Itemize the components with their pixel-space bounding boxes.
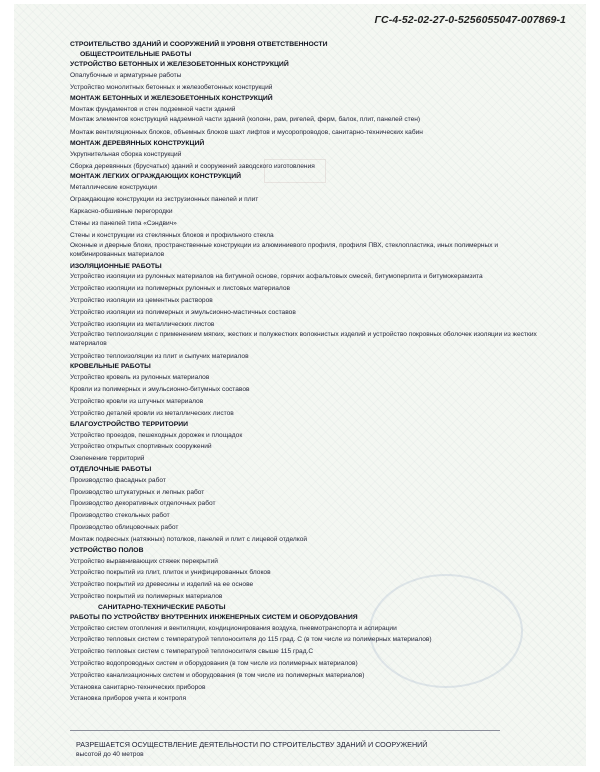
work-item: Стены и конструкции из стеклянных блоков и профильного стекла	[70, 231, 274, 239]
work-item: Устройство покрытий из древесины и изделий на ее основе	[70, 581, 254, 589]
work-item: Устройство изоляции из полимерных рулонных и листовых материалов	[70, 285, 291, 293]
group-heading: УСТРОЙСТВО БЕТОННЫХ И ЖЕЛЕЗОБЕТОННЫХ КОНСТРУКЦИЙ	[70, 61, 289, 68]
section-title: СТРОИТЕЛЬСТВО ЗДАНИЙ И СООРУЖЕНИЙ II УРОВНЯ ОТВЕТСТВЕННОСТИ	[70, 41, 328, 48]
work-item: Устройство открытых спортивных сооружений	[70, 443, 212, 451]
work-item: Опалубочные и арматурные работы	[70, 72, 182, 79]
footer-height-limit: высотой до 40 метров	[76, 751, 144, 758]
work-item: Устройство проездов, пешеходных дорожек и площадок	[70, 431, 243, 439]
work-item: Производство стекольных работ	[70, 512, 170, 520]
work-item: Устройство кровель из рулонных материалов	[70, 374, 210, 382]
work-item: Установка приборов учета и контроля	[70, 695, 187, 703]
work-item: Устройство изоляции из цементных растворов	[70, 296, 213, 304]
group-heading: САНИТАРНО-ТЕХНИЧЕСКИЕ РАБОТЫ	[98, 603, 226, 611]
work-item: Установка санитарно-технических приборов	[70, 683, 206, 691]
group-heading: МОНТАЖ ДЕРЕВЯННЫХ КОНСТРУКЦИЙ	[70, 139, 205, 147]
work-item: Ограждающие конструкции из экструзионных панелей и плит	[70, 196, 259, 204]
work-item: Устройство кровли из штучных материалов	[70, 397, 204, 405]
work-item: Устройство изоляции из рулонных материалов на битумной основе, горячих асфальтовых смесей, битумоперлита и битумокерамзита	[70, 272, 483, 280]
work-item: Устройство изоляции из металлических листов	[70, 320, 215, 328]
work-item: Производство штукатурных и лепных работ	[70, 488, 205, 496]
work-item: Производство декоративных отделочных работ	[70, 500, 216, 508]
group-heading: БЛАГОУСТРОЙСТВО ТЕРРИТОРИИ	[70, 420, 189, 428]
work-item: Устройство монолитных бетонных и железобетонных конструкций	[70, 83, 273, 91]
group-heading: УСТРОЙСТВО ПОЛОВ	[70, 546, 144, 554]
work-item: Устройство теплоизоляции из плит и сыпучих материалов	[70, 352, 249, 360]
work-item: Устройство водопроводных систем и оборудования (в том числе из полимерных материалов)	[70, 660, 358, 668]
work-item: Монтаж вентиляционных блоков, объемных блоков шахт лифтов и мусоропроводов, санитарно-технических кабин	[70, 128, 423, 136]
group-heading: МОНТАЖ БЕТОННЫХ И ЖЕЛЕЗОБЕТОННЫХ КОНСТРУКЦИЙ	[70, 94, 273, 102]
work-item: Устройство тепловых систем с температурой теплоносителя до 115 град. С (в том числе из полимерных материалов)	[70, 635, 432, 643]
work-item: Устройство деталей кровли из металлических листов	[70, 409, 234, 417]
work-item: Устройство изоляции из полимерных и эмульсионно-мастичных составов	[70, 308, 296, 316]
work-item: Монтаж элементов конструкций надземной части зданий (колонн, рам, ригелей, ферм, балок, плит, панелей стен)	[70, 116, 421, 124]
license-content	[70, 40, 550, 705]
group-heading: ИЗОЛЯЦИОННЫЕ РАБОТЫ	[70, 262, 162, 270]
work-item: Озеленение территорий	[70, 455, 145, 463]
work-item: Устройство покрытий из плит, плиток и унифицированных блоков	[70, 569, 271, 577]
work-item: Устройство тепловых систем с температурой теплоносителя свыше 115 град.С	[70, 648, 314, 656]
work-item: Устройство выравнивающих стяжек перекрытий	[70, 557, 218, 565]
document-number: ГС-4-52-02-27-0-5256055047-007869-1	[374, 14, 566, 26]
work-item: Кровли из полимерных и эмульсионно-битумных составов	[70, 386, 250, 394]
work-item: Оконные и дверные блоки, пространственные конструкции из алюминиевого профиля, профиля ПВХ, стеклопластика, иных полимерных и комбинированных материалов	[70, 242, 499, 258]
work-item: Монтаж подвесных (натяжных) потолков, панелей и плит с лицевой отделкой	[70, 535, 308, 543]
footer	[76, 740, 546, 760]
work-item: Укрупнительная сборка конструкций	[70, 150, 182, 158]
work-item: Устройство теплоизоляции с применением мягких, жестких и полужестких волокнистых изделий и устройство покровных оболочек изоляции из жестких материалов	[70, 331, 537, 347]
group-heading: ОТДЕЛОЧНЫЕ РАБОТЫ	[70, 465, 152, 473]
footer-divider	[70, 730, 500, 731]
work-item: Устройство систем отопления и вентиляции, кондиционирования воздуха, пневмотранспорта и аспирации	[70, 624, 397, 632]
work-item: Монтаж фундаментов и стен подземной части зданий	[70, 105, 236, 113]
footer-permission: РАЗРЕШАЕТСЯ ОСУЩЕСТВЛЕНИЕ ДЕЯТЕЛЬНОСТИ ПО СТРОИТЕЛЬСТВУ ЗДАНИЙ И СООРУЖЕНИЙ	[76, 740, 428, 749]
group-heading: РАБОТЫ ПО УСТРОЙСТВУ ВНУТРЕННИХ ИНЖЕНЕРНЫХ СИСТЕМ И ОБОРУДОВАНИЯ	[70, 613, 358, 621]
work-groups	[70, 50, 550, 705]
work-item: Устройство канализационных систем и оборудования (в том числе из полимерных материалов)	[70, 671, 365, 679]
work-item: Производство фасадных работ	[70, 476, 166, 484]
group-heading: ОБЩЕСТРОИТЕЛЬНЫЕ РАБОТЫ	[80, 51, 192, 58]
work-item: Стены из панелей типа «Сэндвич»	[70, 219, 177, 227]
work-item: Устройство покрытий из полимерных материалов	[70, 593, 223, 601]
work-item: Производство облицовочных работ	[70, 524, 179, 532]
group-heading: КРОВЕЛЬНЫЕ РАБОТЫ	[70, 363, 151, 371]
work-item: Сборка деревянных (брусчатых) зданий и сооружений заводского изготовления	[70, 162, 315, 170]
work-item: Каркасно-обшивные перегородки	[70, 207, 173, 215]
work-item: Металлические конструкции	[70, 184, 157, 192]
group-heading: МОНТАЖ ЛЕГКИХ ОГРАЖДАЮЩИХ КОНСТРУКЦИЙ	[70, 173, 242, 181]
